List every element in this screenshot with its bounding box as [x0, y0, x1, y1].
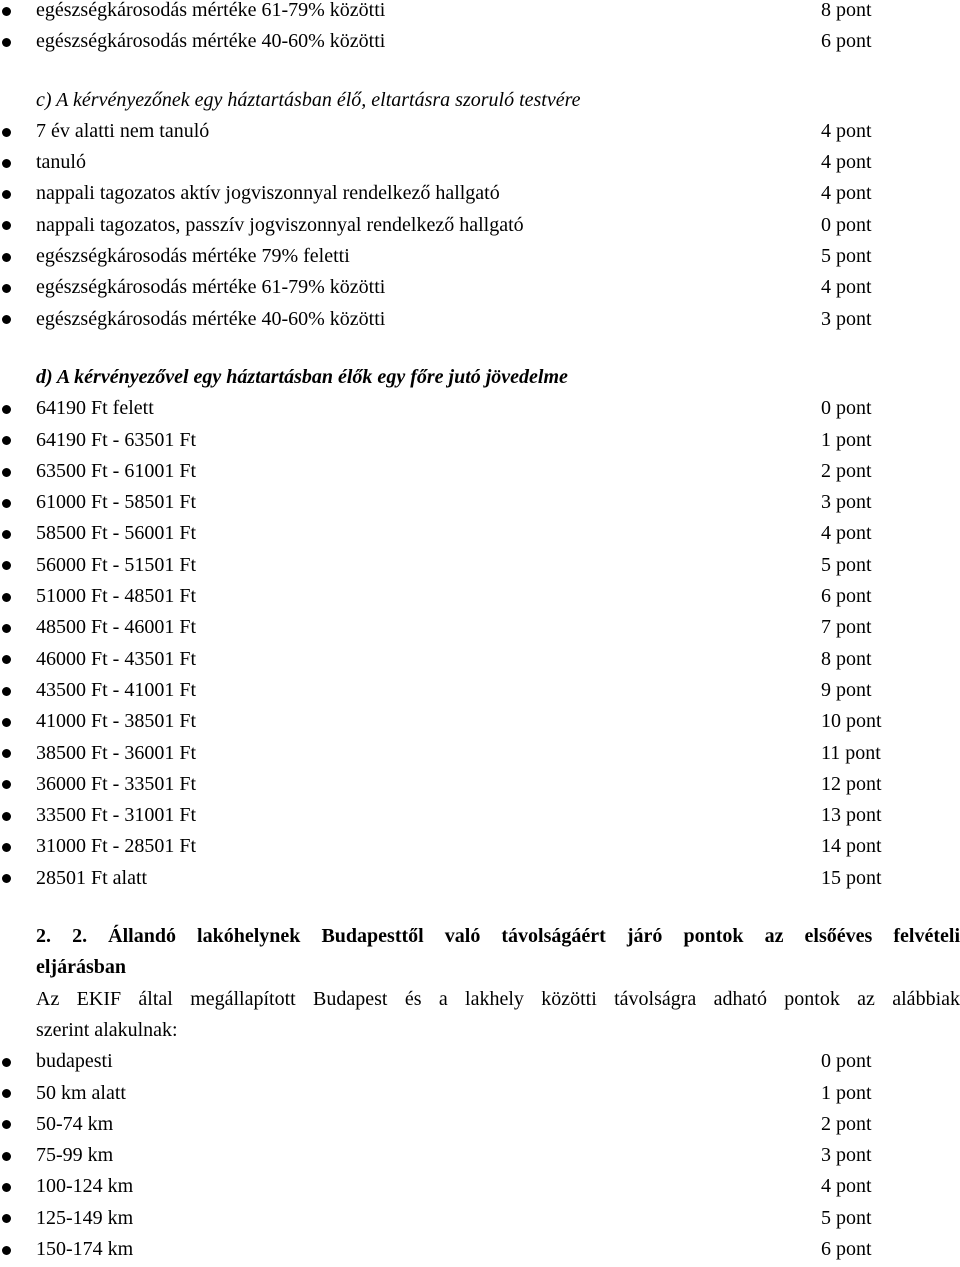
item-label: 38500 Ft - 36001 Ft [36, 741, 197, 764]
list-item [0, 612, 960, 643]
list-item [0, 518, 960, 549]
list-item [0, 26, 960, 57]
item-label: 31000 Ft - 28501 Ft [36, 835, 197, 858]
bullet-icon [2, 38, 11, 47]
list-item [0, 769, 960, 800]
item-label: 7 év alatti nem tanuló [36, 119, 210, 142]
bullet-icon [2, 687, 11, 696]
bullet-icon [2, 221, 11, 230]
item-label: 51000 Ft - 48501 Ft [36, 585, 197, 608]
item-points: 3 pont [821, 1144, 872, 1167]
bullet-icon [2, 593, 11, 602]
bullet-icon [2, 530, 11, 539]
item-label: 56000 Ft - 51501 Ft [36, 553, 197, 576]
item-label: 36000 Ft - 33501 Ft [36, 772, 197, 795]
bullet-icon [2, 159, 11, 168]
list-item [0, 178, 960, 209]
item-points: 15 pont [821, 866, 882, 889]
bullet-icon [2, 874, 11, 883]
bullet-icon [2, 1214, 11, 1223]
bullet-icon [2, 780, 11, 789]
item-points: 4 pont [821, 182, 872, 205]
item-label: 125-149 km [36, 1206, 134, 1229]
item-points: 4 pont [821, 522, 872, 545]
item-label: 46000 Ft - 43501 Ft [36, 647, 197, 670]
item-points: 8 pont [821, 0, 872, 21]
list-item [0, 1078, 960, 1109]
list-item [0, 675, 960, 706]
list-item [0, 1234, 960, 1265]
item-label: 100-124 km [36, 1175, 134, 1198]
bullet-icon [2, 1120, 11, 1129]
bullet-icon [2, 315, 11, 324]
item-points: 4 pont [821, 1175, 872, 1198]
section-2-2-heading [0, 921, 960, 984]
list-item [0, 1203, 960, 1234]
item-points: 0 pont [821, 213, 872, 236]
section-d-heading: d) A kérvényezővel egy háztartásban élők egy főre jutó jövedelme [36, 365, 568, 388]
item-points: 4 pont [821, 276, 872, 299]
list-item [0, 550, 960, 581]
item-label: 48500 Ft - 46001 Ft [36, 616, 197, 639]
item-points: 7 pont [821, 616, 872, 639]
intro-line: Az EKIF által megállapított Budapest és a lakhely közötti távolságra adható pontok az alábbiak [36, 987, 960, 1010]
list-item [0, 425, 960, 456]
item-label: 75-99 km [36, 1144, 114, 1167]
item-points: 1 pont [821, 1081, 872, 1104]
list-item [0, 456, 960, 487]
item-label: 150-174 km [36, 1237, 134, 1260]
item-label: egészségkárosodás mértéke 79% feletti [36, 245, 350, 268]
item-points: 14 pont [821, 835, 882, 858]
item-points: 4 pont [821, 119, 872, 142]
list-item [0, 272, 960, 303]
item-label: 64190 Ft - 63501 Ft [36, 428, 197, 451]
item-points: 5 pont [821, 245, 872, 268]
bullet-icon [2, 749, 11, 758]
list-item [0, 1171, 960, 1202]
list-item [0, 487, 960, 518]
item-label: budapesti [36, 1050, 113, 1073]
list-item [0, 1046, 960, 1077]
intro-line: szerint alakulnak: [36, 1018, 178, 1041]
heading-line: eljárásban [36, 956, 126, 979]
section-c-heading: c) A kérvényezőnek egy háztartásban élő, eltartásra szoruló testvére [36, 88, 581, 111]
item-points: 6 pont [821, 1237, 872, 1260]
list-item [0, 241, 960, 272]
item-points: 10 pont [821, 710, 882, 733]
item-label: egészségkárosodás mértéke 40-60% közötti [36, 307, 386, 330]
list-item [0, 863, 960, 894]
list-item [0, 644, 960, 675]
item-label: egészségkárosodás mértéke 40-60% közötti [36, 30, 386, 53]
list-item [0, 147, 960, 178]
item-label: 28501 Ft alatt [36, 866, 148, 889]
item-label: egészségkárosodás mértéke 61-79% közötti [36, 276, 386, 299]
item-label: 58500 Ft - 56001 Ft [36, 522, 197, 545]
bullet-icon [2, 436, 11, 445]
item-points: 1 pont [821, 428, 872, 451]
item-label: 61000 Ft - 58501 Ft [36, 491, 197, 514]
bullet-icon [2, 1246, 11, 1255]
item-points: 12 pont [821, 772, 882, 795]
spacer [0, 894, 960, 921]
item-points: 9 pont [821, 678, 872, 701]
bullet-icon [2, 190, 11, 199]
bullet-icon [2, 843, 11, 852]
item-points: 2 pont [821, 1112, 872, 1135]
item-points: 13 pont [821, 804, 882, 827]
bullet-icon [2, 253, 11, 262]
item-points: 6 pont [821, 30, 872, 53]
list-item [0, 393, 960, 424]
item-points: 2 pont [821, 459, 872, 482]
item-points: 11 pont [821, 741, 881, 764]
item-label: egészségkárosodás mértéke 61-79% közötti [36, 0, 386, 21]
section-c [0, 85, 960, 335]
list-a-tail [0, 0, 960, 58]
list-item [0, 831, 960, 862]
item-label: 63500 Ft - 61001 Ft [36, 459, 197, 482]
bullet-icon [2, 718, 11, 727]
item-label: 64190 Ft felett [36, 397, 154, 420]
item-points: 4 pont [821, 151, 872, 174]
bullet-icon [2, 1152, 11, 1161]
item-points: 0 pont [821, 1050, 872, 1073]
item-points: 0 pont [821, 397, 872, 420]
list-item [0, 738, 960, 769]
bullet-icon [2, 561, 11, 570]
bullet-icon [2, 655, 11, 664]
item-label: nappali tagozatos, passzív jogviszonnyal rendelkező hallgató [36, 213, 524, 236]
list-item [0, 116, 960, 147]
item-points: 5 pont [821, 553, 872, 576]
item-label: nappali tagozatos aktív jogviszonnyal rendelkező hallgató [36, 182, 500, 205]
item-points: 3 pont [821, 307, 872, 330]
list-item [0, 581, 960, 612]
list-item [0, 1140, 960, 1171]
bullet-icon [2, 1183, 11, 1192]
list-item [0, 0, 960, 26]
item-label: 33500 Ft - 31001 Ft [36, 804, 197, 827]
section-2-2-intro [0, 984, 960, 1047]
bullet-icon [2, 499, 11, 508]
list-item [0, 304, 960, 335]
list-item [0, 1109, 960, 1140]
bullet-icon [2, 7, 11, 16]
bullet-icon [2, 128, 11, 137]
section-2-2 [0, 921, 960, 1265]
item-points: 5 pont [821, 1206, 872, 1229]
bullet-icon [2, 1058, 11, 1067]
bullet-icon [2, 284, 11, 293]
item-label: 43500 Ft - 41001 Ft [36, 678, 197, 701]
bullet-icon [2, 468, 11, 477]
item-label: tanuló [36, 151, 86, 174]
bullet-icon [2, 812, 11, 821]
item-points: 3 pont [821, 491, 872, 514]
item-label: 50 km alatt [36, 1081, 126, 1104]
heading-line: 2. 2. Állandó lakóhelynek Budapesttől való távolságáért járó pontok az elsőéves felvételi [36, 925, 960, 948]
item-points: 8 pont [821, 647, 872, 670]
item-label: 50-74 km [36, 1112, 114, 1135]
spacer [0, 335, 960, 362]
bullet-icon [2, 405, 11, 414]
item-label: 41000 Ft - 38501 Ft [36, 710, 197, 733]
list-item [0, 800, 960, 831]
list-item [0, 210, 960, 241]
item-points: 6 pont [821, 585, 872, 608]
bullet-icon [2, 624, 11, 633]
section-d [0, 362, 960, 894]
bullet-icon [2, 1089, 11, 1098]
spacer [0, 58, 960, 85]
list-item [0, 706, 960, 737]
